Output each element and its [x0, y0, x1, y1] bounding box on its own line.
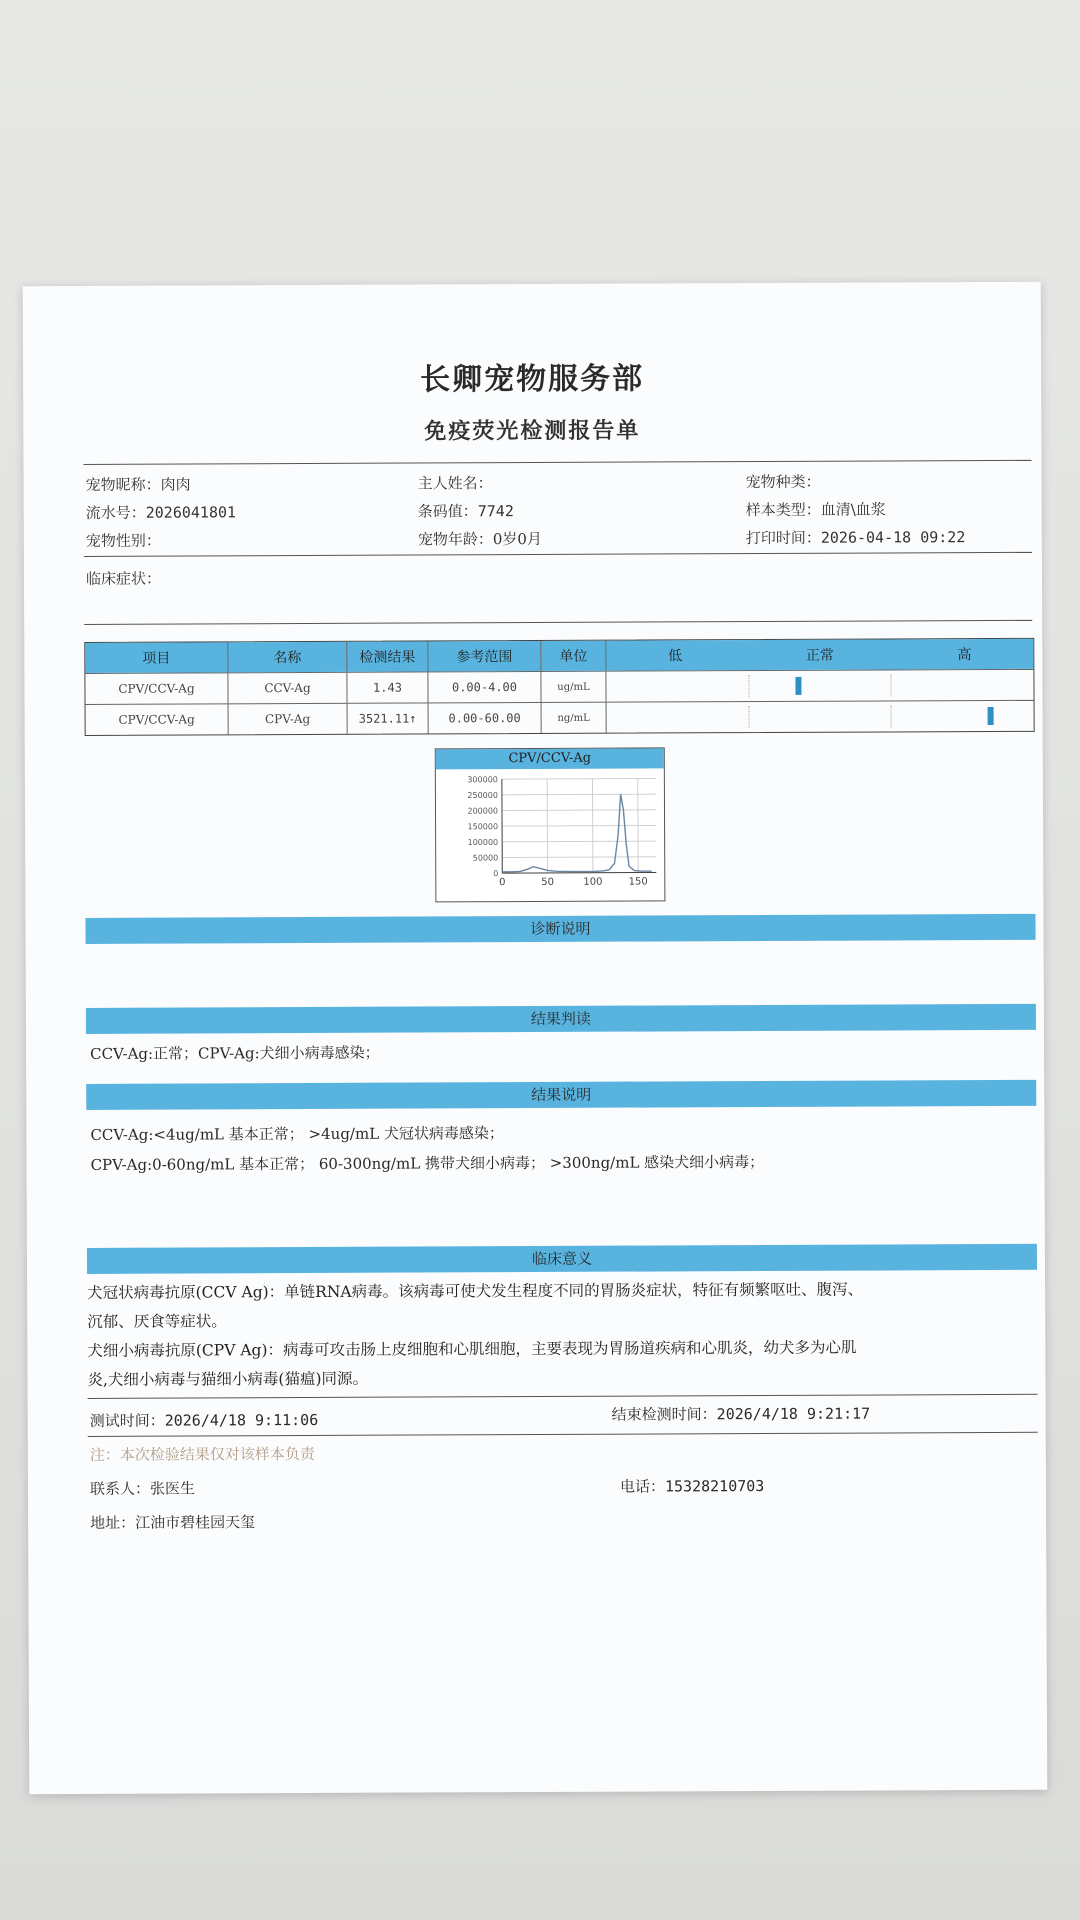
symptoms-label: 临床症状：: [85, 569, 162, 588]
cell-item: CPV/CCV-Ag: [118, 681, 195, 696]
clinical-text: [87, 1275, 1047, 1395]
curve-chart: [435, 747, 666, 902]
sample-value: 血清\血浆: [820, 500, 886, 519]
print-time-field: [746, 526, 966, 548]
chart-plot: [436, 768, 665, 899]
y-gridline: [502, 825, 656, 826]
y-gridline: [502, 794, 656, 795]
species-label: 宠物种类：: [745, 472, 821, 492]
phone-value: 15328210703: [664, 1477, 765, 1496]
table-header-row: [85, 639, 1033, 673]
interpretation-text: CCV-Ag:正常；CPV-Ag:犬细小病毒感染；: [90, 1043, 380, 1063]
sample-field: [746, 498, 886, 520]
section-explanation: 结果说明: [86, 1080, 1036, 1110]
cell-range: 0.00-60.00: [428, 703, 541, 733]
pet-name-value: 肉肉: [160, 475, 191, 494]
cell-name: CPV-Ag: [228, 704, 347, 735]
y-tick-label: 0: [493, 869, 499, 879]
col-header-item: 项目: [85, 642, 227, 673]
level-high-label: 高: [957, 647, 972, 664]
level-divider: [749, 706, 750, 728]
table-row: [85, 669, 1033, 704]
table-row: [86, 700, 1034, 735]
y-tick-label: 150000: [467, 822, 499, 832]
clinical-line: 沉郁、厌食等症状。: [87, 1312, 227, 1331]
contact-label: 联系人：: [89, 1479, 151, 1498]
divider: [83, 460, 1031, 465]
col-header-level: [605, 639, 1033, 671]
report-title: 免疫荧光检测报告单: [424, 417, 641, 445]
disclaimer-note: 注：本次检验结果仅对该样本负责: [89, 1444, 315, 1464]
y-gridline: [502, 778, 656, 779]
y-tick-label: 100000: [467, 837, 499, 847]
phone-label: 电话：: [619, 1477, 666, 1496]
cell-range: 0.00-4.00: [427, 672, 540, 702]
col-header-name: 名称: [227, 642, 346, 673]
pet-name-field: [86, 473, 191, 494]
print-time-label: 打印时间：: [745, 528, 821, 548]
cell-result: 1.43: [346, 672, 427, 702]
clinical-line: 犬冠状病毒抗原(CCV Ag)：单链RNA病毒。该病毒可使犬发生程度不同的胃肠炎症状，特征有频繁呕吐、腹泻、: [87, 1280, 864, 1302]
owner-label: 主人姓名：: [417, 474, 493, 493]
clinical-line: 炎,犬细小病毒与猫细小病毒(猫瘟)同源。: [87, 1369, 369, 1389]
sex-label: 宠物性别：: [85, 531, 161, 550]
end-time-value: 2026/4/18 9:21:17: [716, 1404, 871, 1424]
y-tick-label: 200000: [467, 806, 499, 816]
test-time-label: 测试时间：: [89, 1411, 165, 1430]
org-name: 长卿宠物服务部: [420, 361, 645, 398]
owner-field: [418, 472, 493, 493]
col-header-unit: 单位: [540, 641, 605, 671]
barcode-field: [418, 500, 514, 521]
pet-name-label: 宠物昵称：: [85, 475, 161, 494]
species-field: [746, 471, 821, 492]
divider: [88, 1432, 1038, 1437]
level-bar: [605, 670, 1033, 702]
level-divider: [891, 705, 892, 727]
divider: [84, 620, 1032, 625]
barcode-value: 7742: [477, 502, 514, 521]
x-tick-label: 150: [628, 876, 648, 888]
age-value: 0岁0月: [492, 529, 542, 549]
results-table: [84, 638, 1034, 736]
address-label: 地址：: [90, 1513, 136, 1532]
contact-value: 张医生: [149, 1479, 196, 1498]
y-gridline: [502, 810, 656, 811]
explanation-line: CPV-Ag:0-60ng/mL 基本正常； 60-300ng/mL 携带犬细小病毒； >300ng/mL 感染犬细小病毒；: [90, 1153, 765, 1174]
y-gridline: [502, 841, 656, 842]
level-divider: [891, 674, 892, 696]
y-tick-label: 250000: [467, 790, 498, 800]
contact-field: [90, 1477, 195, 1498]
print-time-value: 2026-04-18 09:22: [820, 528, 966, 547]
serial-field: [86, 501, 236, 523]
x-axis: [502, 872, 656, 873]
x-tick-label: 100: [583, 876, 603, 888]
x-tick-label: 0: [499, 877, 506, 889]
y-tick-label: 50000: [472, 853, 499, 863]
cell-item: CPV/CCV-Ag: [118, 712, 195, 727]
section-diagnosis: 诊断说明: [85, 914, 1035, 944]
sex-field: [86, 530, 161, 551]
chart-title: CPV/CCV-Ag: [436, 748, 664, 769]
report-paper: [23, 282, 1048, 1794]
col-header-range: 参考范围: [427, 641, 540, 671]
y-gridline: [502, 857, 656, 858]
divider: [88, 1394, 1038, 1399]
level-bar: [606, 701, 1034, 733]
level-normal-label: 正常: [805, 647, 834, 664]
level-low-label: 低: [668, 648, 683, 665]
divider: [84, 552, 1032, 557]
y-tick-label: 300000: [467, 775, 498, 785]
section-clinical: 临床意义: [87, 1244, 1037, 1274]
level-marker: [988, 707, 994, 725]
barcode-label: 条码值：: [417, 502, 478, 521]
serial-value: 2026041801: [145, 503, 237, 522]
age-field: [418, 528, 542, 550]
cell-result: 3521.11↑: [347, 703, 428, 733]
end-time-field: [612, 1403, 871, 1425]
col-header-result: 检测结果: [346, 641, 427, 671]
x-tick-label: 50: [541, 876, 555, 888]
cell-unit: ng/mL: [541, 703, 606, 733]
cell-name: CCV-Ag: [227, 673, 346, 704]
test-time-value: 2026/4/18 9:11:06: [164, 1410, 319, 1430]
cell-unit: ug/mL: [540, 672, 605, 702]
serial-label: 流水号：: [85, 503, 146, 522]
end-time-label: 结束检测时间：: [611, 1405, 717, 1424]
level-marker: [796, 677, 802, 695]
address-field: [90, 1511, 255, 1533]
test-time-field: [90, 1409, 319, 1431]
address-value: 江油市碧桂园天玺: [135, 1513, 256, 1532]
age-label: 宠物年龄：: [417, 530, 493, 549]
section-interpretation: 结果判读: [86, 1004, 1036, 1034]
series-line: [502, 794, 652, 872]
explanation-line: CCV-Ag:<4ug/mL 基本正常； >4ug/mL 犬冠状病毒感染；: [90, 1124, 504, 1144]
phone-field: [620, 1475, 764, 1497]
sample-label: 样本类型：: [745, 500, 821, 520]
clinical-line: 犬细小病毒抗原(CPV Ag)：病毒可攻击肠上皮细胞和心肌细胞，主要表现为胃肠道疾病和心肌炎，幼犬多为心肌: [87, 1338, 857, 1360]
level-divider: [749, 675, 750, 697]
